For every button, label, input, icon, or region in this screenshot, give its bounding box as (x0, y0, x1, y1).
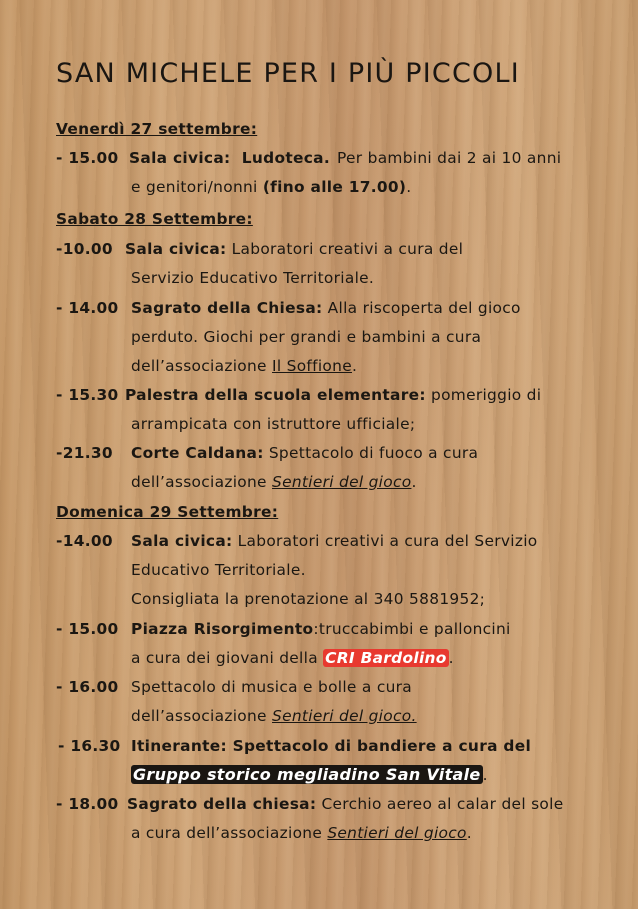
event-sat-2130-line2: dell’associazione Sentieri del gioco. (131, 473, 417, 491)
event-sun-1400-line1: Sala civica: Laboratori creativi a cura del Servizio (131, 532, 538, 550)
event-sun-1630-line1: Itinerante: Spettacolo di bandiere a cura del (131, 737, 532, 755)
event-sun-1400-line2: Educativo Territoriale. (131, 561, 306, 579)
event-sat-1530-line2: arrampicata con istruttore ufficiale; (131, 415, 416, 433)
event-time: - 14.00 (56, 299, 119, 317)
association-link-sentieri-del-gioco[interactable]: Sentieri del gioco. (272, 707, 417, 725)
event-place: Sala civica: (131, 532, 233, 550)
event-place: Corte Caldana: (131, 444, 264, 462)
event-sun-1600-line2: dell’associazione Sentieri del gioco. (131, 707, 417, 725)
gruppo-storico-badge: Gruppo storico megliadino San Vitale (133, 765, 481, 784)
day-heading-friday: Venerdì 27 settembre: (56, 120, 258, 138)
event-sun-1800-line1: Sagrato della chiesa: Cerchio aereo al calar del sole (127, 795, 564, 813)
event-sun-1600-line1: Spettacolo di musica e bolle a cura (131, 678, 412, 696)
day-heading-saturday: Sabato 28 Settembre: (56, 210, 253, 228)
event-fri-1500-line2: e genitori/nonni (fino alle 17.00). (131, 178, 412, 196)
event-place: Sagrato della Chiesa: (131, 299, 323, 317)
day-heading-sunday: Domenica 29 Settembre: (56, 503, 279, 521)
event-sat-1530-line1: Palestra della scuola elementare: pomeriggio di (125, 386, 542, 404)
event-sat-1400-line2: perduto. Giochi per grandi e bambini a cura (131, 328, 482, 346)
event-time: - 18.00 (56, 795, 119, 813)
event-time: - 15.00 (56, 620, 119, 638)
event-place: Sala civica: (129, 149, 231, 167)
event-time: -21.30 (56, 444, 113, 462)
event-place: Sala civica: (125, 240, 227, 258)
event-place: Sagrato della chiesa: (127, 795, 317, 813)
event-time: - 15.30 (56, 386, 119, 404)
event-sat-2130-line1: Corte Caldana: Spettacolo di fuoco a cura (131, 444, 479, 462)
association-link-sentieri-del-gioco[interactable]: Sentieri del gioco (327, 824, 467, 842)
event-sat-1000-line2: Servizio Educativo Territoriale. (131, 269, 375, 287)
event-time: - 15.00 (56, 149, 119, 167)
event-sun-1500-line1: Piazza Risorgimento:truccabimbi e palloncini (131, 620, 511, 638)
event-sun-1800-line2: a cura dell’associazione Sentieri del gioco. (131, 824, 472, 842)
event-time: - 16.30 (58, 737, 121, 755)
event-sat-1400-line1: Sagrato della Chiesa: Alla riscoperta del gioco (131, 299, 521, 317)
event-fri-1500-line1-rest: Per bambini dai 2 ai 10 anni (337, 149, 562, 167)
event-place: Palestra della scuola elementare: (125, 386, 426, 404)
event-sun-1400-line3: Consigliata la prenotazione al 340 5881952; (131, 590, 486, 608)
event-sun-1630-line2: Gruppo storico megliadino San Vitale . (133, 765, 488, 784)
event-sat-1400-line3: dell’associazione Il Soffione. (131, 357, 358, 375)
event-fri-1500-line1 (56, 149, 331, 167)
event-time: -14.00 (56, 532, 113, 550)
cri-bardolino-badge: CRI Bardolino (325, 649, 447, 667)
event-place: Piazza Risorgimento (131, 620, 314, 638)
event-activity: Ludoteca. (241, 149, 331, 167)
association-link-il-soffione[interactable]: Il Soffione (272, 357, 352, 375)
association-link-sentieri-del-gioco[interactable]: Sentieri del gioco (272, 473, 412, 491)
event-time: -10.00 (56, 240, 113, 258)
event-sat-1000-line1: Sala civica: Laboratori creativi a cura del (125, 240, 464, 258)
page-title: SAN MICHELE PER I PIÙ PICCOLI (56, 58, 520, 89)
event-sun-1500-line2: a cura dei giovani della CRI Bardolino . (131, 649, 454, 667)
event-time: - 16.00 (56, 678, 119, 696)
